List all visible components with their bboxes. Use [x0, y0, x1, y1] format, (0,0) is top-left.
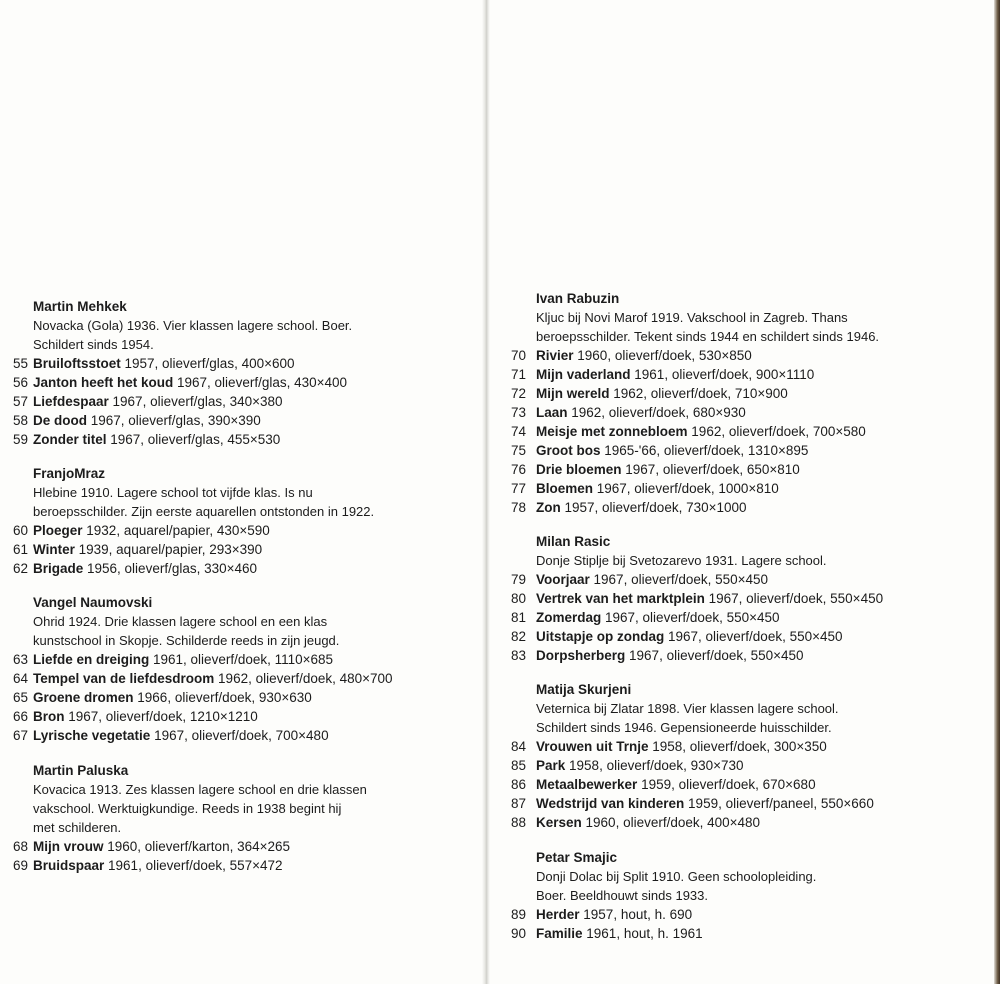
work-title: Groot bos — [536, 443, 601, 458]
catalogue-number: 72 — [510, 386, 526, 401]
work-entry — [33, 521, 270, 540]
work-details: 1967, olieverf/glas, 430×400 — [173, 375, 348, 390]
work-entry — [33, 354, 295, 373]
artist-entry — [0, 761, 470, 875]
catalogue-number: 86 — [510, 777, 526, 793]
work-details: 1960, olieverf/doek, 530×850 — [573, 348, 752, 363]
left-column — [0, 297, 470, 890]
bio-line: met schilderen. — [33, 819, 122, 835]
work-details: 1965-'66, olieverf/doek, 1310×895 — [600, 443, 809, 458]
artist-bio — [0, 483, 470, 521]
catalogue-item — [500, 737, 980, 756]
work-entry — [536, 365, 814, 384]
work-entry — [536, 794, 874, 813]
catalogue-number: 73 — [510, 405, 526, 420]
work-title: Zonder titel — [33, 432, 107, 447]
catalogue-item — [0, 837, 470, 856]
catalogue-item — [500, 460, 980, 479]
artist-bio — [0, 612, 470, 650]
catalogue-number: 89 — [510, 906, 526, 922]
work-title: Zon — [536, 500, 561, 515]
work-title: Familie — [536, 925, 583, 941]
bio-line: Kljuc bij Novi Marof 1919. Vakschool in Zagreb. Thans — [536, 310, 848, 325]
catalogue-item — [0, 688, 470, 707]
work-title: Liefdespaar — [33, 394, 109, 409]
artist-entry — [500, 532, 980, 665]
work-entry — [33, 837, 290, 856]
work-entry — [536, 627, 843, 646]
artist-entry — [0, 593, 470, 745]
work-title: Mijn wereld — [536, 386, 610, 401]
catalogue-item — [0, 411, 470, 430]
catalogue-number: 70 — [510, 348, 526, 363]
work-entry — [33, 373, 347, 392]
catalogue-number: 83 — [510, 648, 526, 664]
catalogue-number: 76 — [510, 462, 526, 477]
work-entry — [536, 346, 752, 365]
work-title: Winter — [33, 542, 75, 558]
work-entry — [536, 570, 768, 589]
artist-name: Martin Mehkek — [33, 299, 127, 314]
catalogue-number: 61 — [12, 542, 28, 558]
work-details: 1939, aquarel/papier, 293×390 — [74, 542, 263, 558]
work-details: 1967, olieverf/doek, 650×810 — [621, 462, 800, 477]
bio-line: Kovacica 1913. Zes klassen lagere school en drie klassen — [33, 781, 367, 797]
work-details: 1967, olieverf/doek, 1210×1210 — [64, 709, 258, 725]
catalogue-number: 67 — [12, 728, 28, 744]
work-entry — [33, 688, 312, 707]
work-title: Tempel van de liefdesdroom — [33, 671, 215, 687]
work-title: Bruiloftsstoet — [33, 356, 121, 371]
catalogue-number: 88 — [510, 815, 526, 831]
bio-line: kunstschool in Skopje. Schilderde reeds in zijn jeugd. — [33, 633, 340, 649]
catalogue-item — [0, 559, 470, 578]
catalogue-number: 71 — [510, 367, 526, 382]
catalogue-item — [500, 756, 980, 775]
work-details: 1962, olieverf/doek, 710×900 — [609, 386, 788, 401]
catalogue-number: 59 — [12, 432, 28, 447]
work-entry — [536, 775, 816, 794]
work-title: Wedstrijd van kinderen — [536, 796, 685, 812]
bio-line: Hlebine 1910. Lagere school tot vijfde klas. Is nu — [33, 485, 313, 501]
work-entry — [536, 608, 780, 627]
work-title: Mijn vaderland — [536, 367, 631, 382]
catalogue-item — [0, 392, 470, 411]
work-title: Meisje met zonnebloem — [536, 424, 688, 439]
work-details: 1961, olieverf/doek, 1110×685 — [149, 652, 334, 668]
artist-entry — [500, 680, 980, 832]
artist-name: Vangel Naumovski — [33, 595, 153, 611]
work-entry — [536, 384, 788, 403]
work-details: 1967, olieverf/glas, 390×390 — [87, 413, 261, 428]
work-details: 1958, olieverf/doek, 930×730 — [565, 758, 744, 774]
catalogue-number: 69 — [12, 857, 28, 873]
work-entry — [33, 540, 262, 559]
artist-name: Milan Rasic — [536, 534, 611, 550]
work-details: 1960, olieverf/doek, 400×480 — [581, 815, 761, 831]
catalogue-item — [0, 726, 470, 745]
catalogue-number: 79 — [510, 572, 526, 588]
catalogue-number: 66 — [12, 709, 28, 725]
work-title: Bloemen — [536, 481, 594, 496]
work-entry — [33, 650, 333, 669]
artist-bio — [0, 780, 470, 837]
work-title: Lyrische vegetatie — [33, 728, 151, 744]
artist-name: FranjoMraz — [33, 466, 106, 482]
work-details: 1957, olieverf/glas, 400×600 — [120, 356, 295, 371]
catalogue-item — [500, 498, 980, 517]
work-title: Vrouwen uit Trnje — [536, 739, 649, 755]
catalogue-item — [0, 650, 470, 669]
work-entry — [536, 403, 746, 422]
catalogue-item — [0, 521, 470, 540]
catalogue-item — [500, 627, 980, 646]
catalogue-number: 90 — [510, 925, 526, 941]
catalogue-item — [0, 540, 470, 559]
work-title: De dood — [33, 413, 87, 428]
catalogue-number: 62 — [12, 561, 28, 577]
artist-entry — [0, 297, 470, 449]
catalogue-number: 81 — [510, 610, 526, 626]
catalogue-number: 77 — [510, 481, 526, 496]
catalogue-item — [500, 589, 980, 608]
work-details: 1966, olieverf/doek, 930×630 — [133, 690, 312, 706]
work-details: 1967, olieverf/glas, 340×380 — [108, 394, 283, 409]
work-entry — [536, 460, 800, 479]
work-details: 1962, olieverf/doek, 700×580 — [687, 424, 866, 439]
work-entry — [536, 441, 808, 460]
catalogue-item — [0, 856, 470, 875]
work-title: Liefde en dreiging — [33, 652, 150, 668]
catalogue-number: 65 — [12, 690, 28, 706]
work-title: Groene dromen — [33, 690, 134, 706]
catalogue-item — [500, 570, 980, 589]
work-details: 1957, hout, h. 690 — [579, 906, 693, 922]
catalogue-number: 68 — [12, 838, 28, 854]
catalogue-item — [0, 669, 470, 688]
work-details: 1960, olieverf/karton, 364×265 — [103, 838, 291, 854]
work-details: 1962, olieverf/doek, 480×700 — [214, 671, 393, 687]
catalogue-number: 56 — [12, 375, 28, 390]
work-details: 1959, olieverf/paneel, 550×660 — [684, 796, 874, 812]
catalogue-number: 63 — [12, 652, 28, 668]
book-gutter — [482, 0, 490, 984]
work-entry — [536, 813, 760, 832]
work-entry — [536, 589, 883, 608]
artist-entry — [500, 289, 980, 517]
bio-line: Donje Stiplje bij Svetozarevo 1931. Lagere school. — [536, 553, 827, 569]
work-title: Voorjaar — [536, 572, 590, 588]
bio-line: beroepsschilder. Zijn eerste aquarellen ontstonden in 1922. — [33, 504, 375, 520]
catalogue-item — [0, 354, 470, 373]
catalogue-item — [500, 403, 980, 422]
work-details: 1956, olieverf/glas, 330×460 — [83, 561, 258, 577]
catalogue-number: 55 — [12, 356, 28, 371]
catalogue-item — [500, 905, 980, 924]
work-title: Drie bloemen — [536, 462, 622, 477]
catalogue-item — [500, 346, 980, 365]
work-entry — [536, 924, 703, 943]
work-details: 1961, olieverf/doek, 900×1110 — [630, 367, 815, 382]
bio-line: vakschool. Werktuigkundige. Reeds in 1938 begint hij — [33, 800, 342, 816]
artist-name: Petar Smajic — [536, 849, 618, 865]
catalogue-number: 78 — [510, 500, 526, 515]
work-title: Herder — [536, 906, 580, 922]
work-entry — [536, 646, 804, 665]
artist-bio — [0, 316, 470, 354]
work-details: 1957, olieverf/doek, 730×1000 — [560, 500, 747, 515]
catalogue-item — [0, 707, 470, 726]
catalogue-number: 75 — [510, 443, 526, 458]
catalogue-item — [500, 422, 980, 441]
work-details: 1961, hout, h. 1961 — [582, 925, 703, 941]
work-entry — [536, 422, 866, 441]
catalogue-number: 85 — [510, 758, 526, 774]
work-title: Laan — [536, 405, 568, 420]
work-details: 1932, aquarel/papier, 430×590 — [82, 523, 270, 539]
work-details: 1958, olieverf/doek, 300×350 — [648, 739, 827, 755]
bio-line: Donji Dolac bij Split 1910. Geen schoolopleiding. — [536, 868, 817, 884]
work-entry — [33, 559, 257, 578]
catalogue-item — [500, 813, 980, 832]
work-details: 1967, olieverf/doek, 700×480 — [150, 728, 329, 744]
work-title: Zomerdag — [536, 610, 602, 626]
bio-line: Veternica bij Zlatar 1898. Vier klassen lagere school. — [536, 701, 839, 717]
work-title: Park — [536, 758, 566, 774]
catalogue-item — [500, 924, 980, 943]
work-entry — [536, 905, 692, 924]
work-entry — [536, 479, 779, 498]
catalogue-item — [500, 365, 980, 384]
catalogue-item — [500, 794, 980, 813]
work-title: Mijn vrouw — [33, 838, 104, 854]
catalogue-item — [500, 384, 980, 403]
artist-bio — [500, 551, 980, 570]
work-details: 1959, olieverf/doek, 670×680 — [637, 777, 816, 793]
work-title: Bruidspaar — [33, 857, 105, 873]
catalogue-number: 87 — [510, 796, 526, 812]
bio-line: Schildert sinds 1954. — [33, 337, 154, 352]
work-details: 1967, olieverf/doek, 550×450 — [601, 610, 780, 626]
work-details: 1967, olieverf/doek, 550×450 — [625, 648, 804, 664]
work-details: 1967, olieverf/glas, 455×530 — [106, 432, 281, 447]
catalogue-item — [0, 430, 470, 449]
catalogue-item — [500, 441, 980, 460]
bio-line: Novacka (Gola) 1936. Vier klassen lagere school. Boer. — [33, 318, 353, 333]
catalogue-number: 84 — [510, 739, 526, 755]
catalogue-item — [500, 479, 980, 498]
artist-entry — [500, 848, 980, 943]
catalogue-item — [500, 646, 980, 665]
artist-bio — [500, 308, 980, 346]
work-entry — [536, 498, 747, 517]
work-details: 1967, olieverf/doek, 550×450 — [664, 629, 843, 645]
work-title: Uitstapje op zondag — [536, 629, 665, 645]
catalogue-item — [0, 373, 470, 392]
bio-line: Ohrid 1924. Drie klassen lagere school en een klas — [33, 614, 328, 630]
catalogue-number: 64 — [12, 671, 28, 687]
artist-bio — [500, 867, 980, 905]
artist-name: Ivan Rabuzin — [536, 291, 620, 306]
catalogue-number: 80 — [510, 591, 526, 607]
artist-bio — [500, 699, 980, 737]
work-entry — [536, 756, 744, 775]
work-entry — [33, 392, 283, 411]
bio-line: beroepsschilder. Tekent sinds 1944 en schildert sinds 1946. — [536, 329, 880, 344]
work-title: Vertrek van het marktplein — [536, 591, 705, 607]
work-details: 1961, olieverf/doek, 557×472 — [104, 857, 283, 873]
work-title: Dorpsherberg — [536, 648, 626, 664]
catalogue-number: 82 — [510, 629, 526, 645]
catalogue-number: 74 — [510, 424, 526, 439]
artist-name: Martin Paluska — [33, 762, 129, 778]
work-entry — [33, 411, 261, 430]
work-details: 1967, olieverf/doek, 550×450 — [589, 572, 769, 588]
work-title: Brigade — [33, 561, 84, 577]
work-entry — [33, 669, 393, 688]
right-column — [500, 289, 980, 958]
work-details: 1962, olieverf/doek, 680×930 — [567, 405, 746, 420]
work-entry — [33, 707, 258, 726]
bio-line: Schildert sinds 1946. Gepensioneerde huisschilder. — [536, 720, 832, 736]
catalogue-number: 57 — [12, 394, 28, 409]
catalogue-number: 60 — [12, 523, 28, 539]
work-entry — [33, 726, 329, 745]
catalogue-item — [500, 608, 980, 627]
work-details: 1967, olieverf/doek, 550×450 — [704, 591, 884, 607]
work-entry — [536, 737, 827, 756]
work-title: Metaalbewerker — [536, 777, 638, 793]
catalogue-item — [500, 775, 980, 794]
work-title: Bron — [33, 709, 65, 725]
work-title: Kersen — [536, 815, 582, 831]
work-entry — [33, 430, 280, 449]
work-title: Janton heeft het koud — [33, 375, 174, 390]
work-entry — [33, 856, 283, 875]
catalogue-number: 58 — [12, 413, 28, 428]
work-title: Ploeger — [33, 523, 83, 539]
artist-entry — [0, 464, 470, 578]
work-title: Rivier — [536, 348, 574, 363]
work-details: 1967, olieverf/doek, 1000×810 — [593, 481, 779, 496]
book-edge — [994, 0, 1000, 984]
bio-line: Boer. Beeldhouwt sinds 1933. — [536, 887, 709, 903]
artist-name: Matija Skurjeni — [536, 682, 632, 698]
